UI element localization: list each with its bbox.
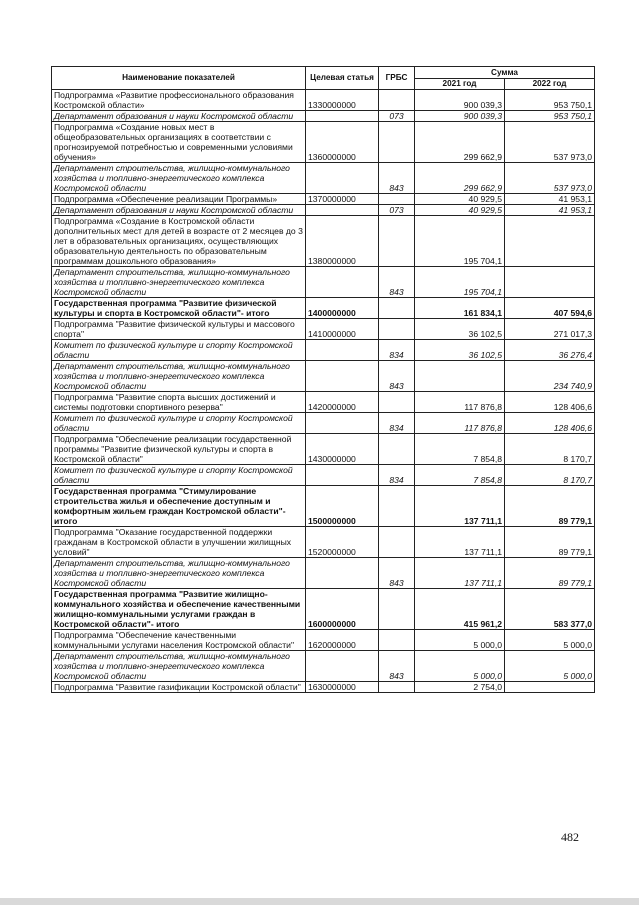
row-grbs-cell: 073 [379, 205, 415, 216]
row-code-cell: 1620000000 [306, 630, 379, 651]
row-2021-cell: 36 102,5 [415, 319, 505, 340]
row-name-cell: Подпрограмма "Обеспечение реализации государственной программы "Развитие физической культуры и спорта в Костромской области" [52, 434, 306, 465]
row-2021-cell: 117 876,8 [415, 413, 505, 434]
department-row [52, 361, 595, 392]
department-row [52, 267, 595, 298]
row-name-cell: Подпрограмма "Обеспечение качественными коммунальными услугами населения Костромской области" [52, 630, 306, 651]
row-2021-cell [415, 361, 505, 392]
row-name-cell: Департамент строительства, жилищно-коммунального хозяйства и топливно-энергетического комплекса Костромской области [52, 361, 306, 392]
row-name-cell: Департамент строительства, жилищно-коммунального хозяйства и топливно-энергетического комплекса Костромской области [52, 651, 306, 682]
row-code-cell [306, 111, 379, 122]
row-code-cell [306, 413, 379, 434]
row-2021-cell: 900 039,3 [415, 90, 505, 111]
row-2022-cell [505, 682, 595, 693]
row-name-cell: Комитет по физической культуре и спорту Костромской области [52, 465, 306, 486]
row-2022-cell: 5 000,0 [505, 630, 595, 651]
subprogram-row [52, 319, 595, 340]
subprogram-row [52, 216, 595, 267]
row-2021-cell: 137 711,1 [415, 486, 505, 527]
row-2022-cell [505, 216, 595, 267]
row-code-cell [306, 651, 379, 682]
row-code-cell: 1600000000 [306, 589, 379, 630]
row-2021-cell: 5 000,0 [415, 630, 505, 651]
row-code-cell: 1370000000 [306, 194, 379, 205]
row-2022-cell: 271 017,3 [505, 319, 595, 340]
row-2022-cell: 89 779,1 [505, 558, 595, 589]
row-grbs-cell: 834 [379, 413, 415, 434]
header-name: Наименование показателей [52, 67, 306, 90]
row-2021-cell: 40 929,5 [415, 194, 505, 205]
row-2021-cell: 299 662,9 [415, 122, 505, 163]
row-grbs-cell: 843 [379, 558, 415, 589]
row-code-cell: 1380000000 [306, 216, 379, 267]
row-2021-cell: 137 711,1 [415, 527, 505, 558]
row-grbs-cell: 843 [379, 163, 415, 194]
row-2021-cell: 195 704,1 [415, 267, 505, 298]
row-grbs-cell: 843 [379, 651, 415, 682]
header-grbs: ГРБС [379, 67, 415, 90]
row-2022-cell: 5 000,0 [505, 651, 595, 682]
row-code-cell [306, 205, 379, 216]
subprogram-row [52, 122, 595, 163]
row-name-cell: Подпрограмма "Развитие спорта высших достижений и системы подготовки спортивного резерва" [52, 392, 306, 413]
department-row [52, 413, 595, 434]
program-total-row [52, 486, 595, 527]
row-2022-cell: 128 406,6 [505, 413, 595, 434]
department-row [52, 465, 595, 486]
row-2021-cell: 137 711,1 [415, 558, 505, 589]
row-grbs-cell [379, 630, 415, 651]
row-grbs-cell [379, 589, 415, 630]
row-2021-cell: 415 961,2 [415, 589, 505, 630]
row-2021-cell: 900 039,3 [415, 111, 505, 122]
row-2022-cell: 41 953,1 [505, 194, 595, 205]
row-2022-cell [505, 267, 595, 298]
subprogram-row [52, 682, 595, 693]
row-grbs-cell [379, 527, 415, 558]
row-code-cell [306, 361, 379, 392]
row-name-cell: Государственная программа "Стимулирование строительства жилья и обеспечение доступным и комфортным жильем граждан Костромской области"- итого [52, 486, 306, 527]
row-2021-cell: 7 854,8 [415, 465, 505, 486]
row-2022-cell: 407 594,6 [505, 298, 595, 319]
row-name-cell: Департамент строительства, жилищно-коммунального хозяйства и топливно-энергетического комплекса Костромской области [52, 267, 306, 298]
row-2021-cell: 7 854,8 [415, 434, 505, 465]
subprogram-row [52, 527, 595, 558]
row-2022-cell: 953 750,1 [505, 111, 595, 122]
row-name-cell: Департамент образования и науки Костромской области [52, 205, 306, 216]
row-2021-cell: 161 834,1 [415, 298, 505, 319]
header-year-2022: 2022 год [505, 79, 595, 90]
program-total-row [52, 298, 595, 319]
header-year-2021: 2021 год [415, 79, 505, 90]
row-code-cell: 1420000000 [306, 392, 379, 413]
row-grbs-cell: 843 [379, 267, 415, 298]
row-name-cell: Подпрограмма "Развитие газификации Костромской области" [52, 682, 306, 693]
row-grbs-cell [379, 216, 415, 267]
table-header [52, 67, 595, 90]
row-grbs-cell [379, 122, 415, 163]
row-grbs-cell [379, 392, 415, 413]
row-code-cell [306, 163, 379, 194]
row-grbs-cell [379, 194, 415, 205]
program-total-row [52, 589, 595, 630]
row-name-cell: Комитет по физической культуре и спорту Костромской области [52, 413, 306, 434]
row-code-cell [306, 465, 379, 486]
row-2022-cell: 537 973,0 [505, 163, 595, 194]
row-grbs-cell: 073 [379, 111, 415, 122]
row-name-cell: Департамент строительства, жилищно-коммунального хозяйства и топливно-энергетического комплекса Костромской области [52, 163, 306, 194]
row-2021-cell: 117 876,8 [415, 392, 505, 413]
subprogram-row [52, 392, 595, 413]
subprogram-row [52, 90, 595, 111]
row-2021-cell: 195 704,1 [415, 216, 505, 267]
row-2021-cell: 2 754,0 [415, 682, 505, 693]
row-2022-cell: 8 170,7 [505, 465, 595, 486]
row-name-cell: Подпрограмма «Создание новых мест в общеобразовательных организациях в соответствии с прогнозируемой потребностью и современными условиями обучения» [52, 122, 306, 163]
row-name-cell: Комитет по физической культуре и спорту Костромской области [52, 340, 306, 361]
row-name-cell: Подпрограмма "Оказание государственной поддержки гражданам в Костромской области в улучшении жилищных условий" [52, 527, 306, 558]
row-name-cell: Подпрограмма «Создание в Костромской области дополнительных мест для детей в возрасте от 2 месяцев до 3 лет в образовательных организациях, осуществляющих образовательную деятельность по образовательным программам дошкольного образования» [52, 216, 306, 267]
department-row [52, 205, 595, 216]
row-2021-cell: 5 000,0 [415, 651, 505, 682]
row-2022-cell: 8 170,7 [505, 434, 595, 465]
page-number: 482 [561, 830, 579, 844]
row-code-cell [306, 558, 379, 589]
row-2022-cell: 128 406,6 [505, 392, 595, 413]
department-row [52, 651, 595, 682]
row-2022-cell: 89 779,1 [505, 486, 595, 527]
row-code-cell: 1330000000 [306, 90, 379, 111]
row-2022-cell: 89 779,1 [505, 527, 595, 558]
row-code-cell: 1520000000 [306, 527, 379, 558]
department-row [52, 163, 595, 194]
row-2021-cell: 36 102,5 [415, 340, 505, 361]
department-row [52, 340, 595, 361]
row-2021-cell: 299 662,9 [415, 163, 505, 194]
row-code-cell: 1430000000 [306, 434, 379, 465]
row-code-cell: 1410000000 [306, 319, 379, 340]
subprogram-row [52, 630, 595, 651]
row-2022-cell: 234 740,9 [505, 361, 595, 392]
subprogram-row [52, 194, 595, 205]
row-grbs-cell [379, 298, 415, 319]
row-name-cell: Подпрограмма «Обеспечение реализации Программы» [52, 194, 306, 205]
department-row [52, 558, 595, 589]
row-2022-cell: 953 750,1 [505, 90, 595, 111]
subprogram-row [52, 434, 595, 465]
row-code-cell: 1400000000 [306, 298, 379, 319]
row-code-cell: 1500000000 [306, 486, 379, 527]
row-name-cell: Подпрограмма «Развитие профессионального образования Костромской области» [52, 90, 306, 111]
row-code-cell: 1360000000 [306, 122, 379, 163]
row-grbs-cell [379, 90, 415, 111]
row-code-cell: 1630000000 [306, 682, 379, 693]
department-row [52, 111, 595, 122]
row-2022-cell: 583 377,0 [505, 589, 595, 630]
header-sum: Сумма [415, 67, 595, 79]
scan-bottom-strip [0, 898, 639, 905]
row-grbs-cell [379, 682, 415, 693]
row-name-cell: Департамент образования и науки Костромской области [52, 111, 306, 122]
row-code-cell [306, 340, 379, 361]
row-2021-cell: 40 929,5 [415, 205, 505, 216]
row-name-cell: Государственная программа "Развитие жилищно-коммунального хозяйства и обеспечение качественными жилищно-коммунальными услугами граждан в Костромской области"- итого [52, 589, 306, 630]
row-name-cell: Государственная программа "Развитие физической культуры и спорта в Костромской области"- итого [52, 298, 306, 319]
row-grbs-cell [379, 486, 415, 527]
row-grbs-cell: 834 [379, 465, 415, 486]
row-grbs-cell: 834 [379, 340, 415, 361]
table-body [52, 90, 595, 693]
row-2022-cell: 36 276,4 [505, 340, 595, 361]
row-name-cell: Департамент строительства, жилищно-коммунального хозяйства и топливно-энергетического комплекса Костромской области [52, 558, 306, 589]
row-grbs-cell [379, 434, 415, 465]
row-2022-cell: 41 953,1 [505, 205, 595, 216]
row-code-cell [306, 267, 379, 298]
row-2022-cell: 537 973,0 [505, 122, 595, 163]
row-grbs-cell [379, 319, 415, 340]
row-grbs-cell: 843 [379, 361, 415, 392]
budget-table [51, 66, 595, 693]
header-code: Целевая статья [306, 67, 379, 90]
row-name-cell: Подпрограмма "Развитие физической культуры и массового спорта" [52, 319, 306, 340]
